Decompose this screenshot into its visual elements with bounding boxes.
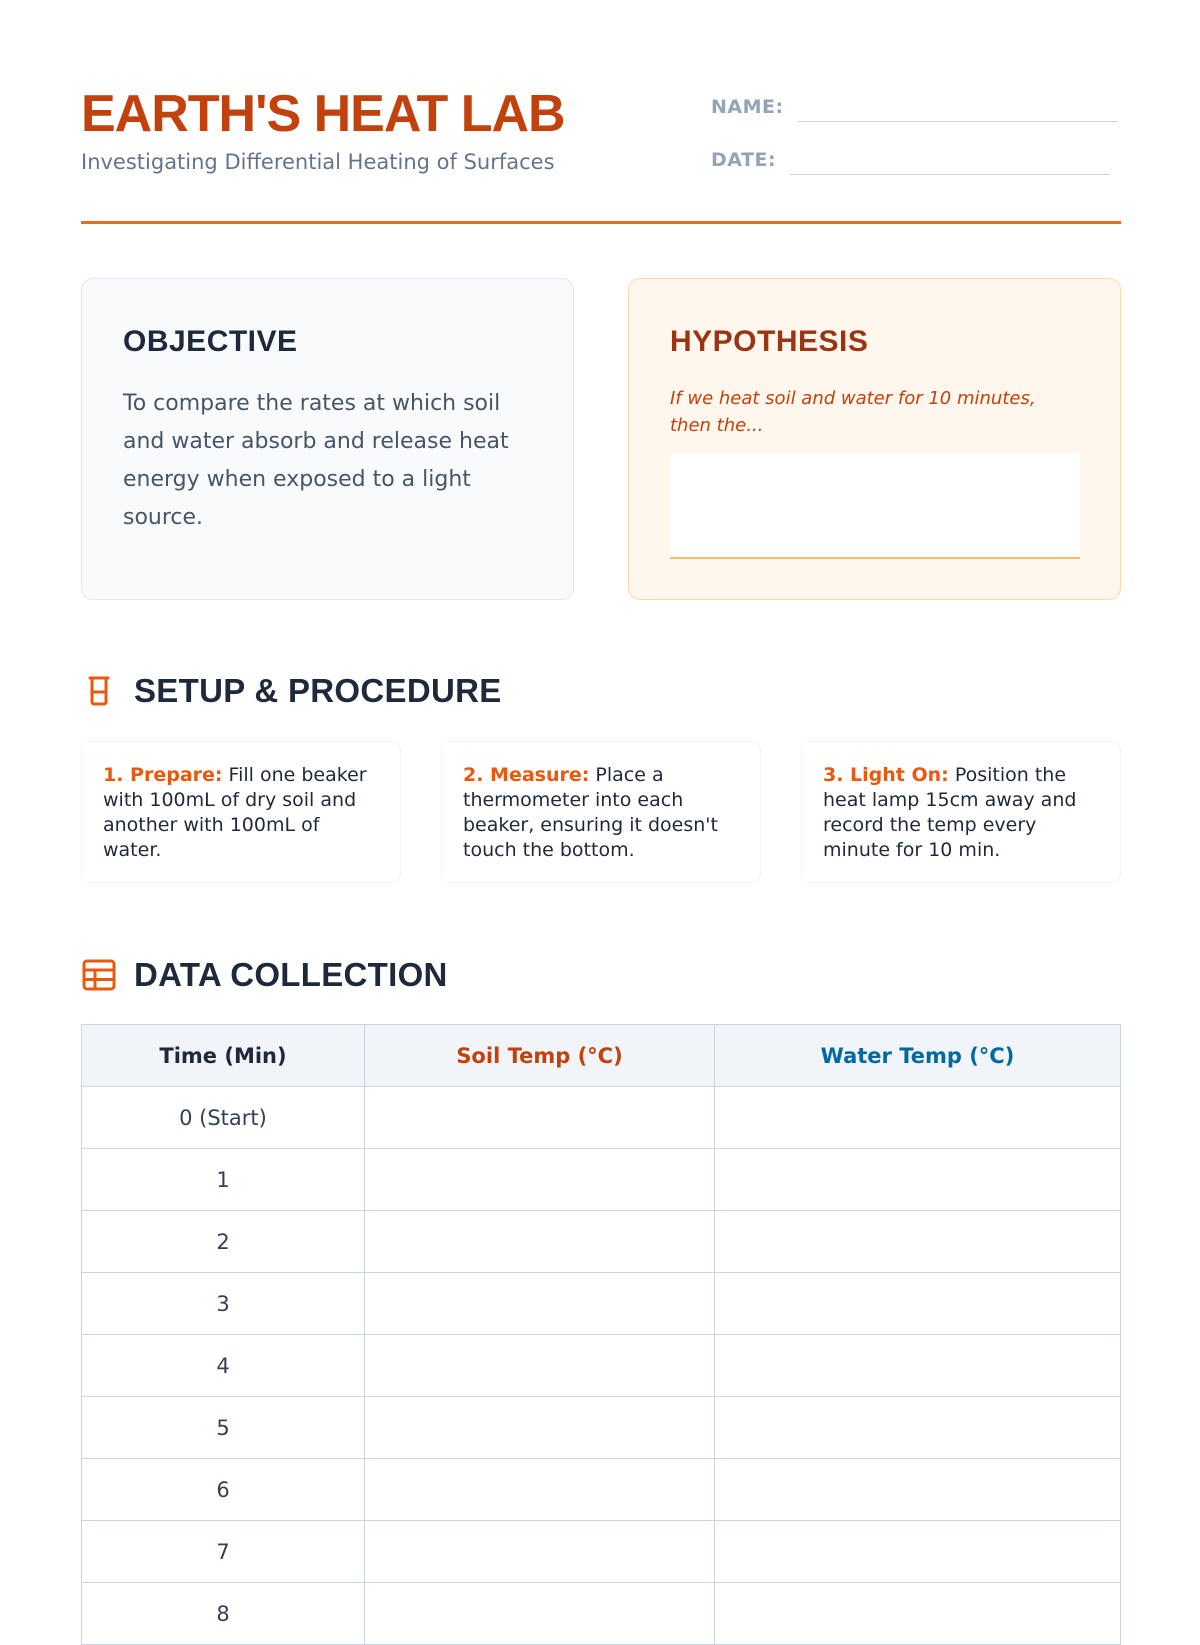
table-row <box>82 1583 1121 1645</box>
data-section-heading <box>81 956 448 994</box>
water-temp-cell[interactable] <box>715 1583 1121 1645</box>
hypothesis-prompt: If we heat soil and water for 10 minutes, then the... <box>670 388 1036 436</box>
step-text: Place a thermometer into each beaker, ensuring it doesn't touch the bottom. <box>463 764 718 861</box>
time-cell: 7 <box>82 1521 365 1583</box>
water-temp-cell[interactable] <box>715 1211 1121 1273</box>
step-lead: 2. Measure: <box>463 764 590 786</box>
hypothesis-card <box>628 278 1121 600</box>
header-time: Time (Min) <box>82 1025 365 1087</box>
date-input-line[interactable] <box>790 147 1110 175</box>
setup-section-heading <box>81 672 502 710</box>
worksheet-page <box>81 0 1121 1626</box>
hypothesis-answer-box[interactable] <box>670 453 1080 559</box>
hypothesis-title: HYPOTHESIS <box>670 325 869 358</box>
step-lead: 1. Prepare: <box>103 764 223 786</box>
step-lead: 3. Light On: <box>823 764 949 786</box>
worksheet-header <box>81 80 1121 224</box>
time-cell: 2 <box>82 1211 365 1273</box>
soil-temp-cell[interactable] <box>365 1211 715 1273</box>
page-subtitle: Investigating Differential Heating of Surfaces <box>81 150 555 174</box>
name-field[interactable] <box>711 82 1118 122</box>
header-soil-temp: Soil Temp (°C) <box>365 1025 715 1087</box>
step-card <box>441 741 761 883</box>
time-cell: 8 <box>82 1583 365 1645</box>
objective-card <box>81 278 574 600</box>
step-text: Position the heat lamp 15cm away and record the temp every minute for 10 min. <box>823 764 1077 861</box>
soil-temp-cell[interactable] <box>365 1397 715 1459</box>
table-row <box>82 1149 1121 1211</box>
soil-temp-cell[interactable] <box>365 1583 715 1645</box>
time-cell: 1 <box>82 1149 365 1211</box>
table-row <box>82 1521 1121 1583</box>
table-row <box>82 1335 1121 1397</box>
table-row <box>82 1087 1121 1149</box>
header-water-temp: Water Temp (°C) <box>715 1025 1121 1087</box>
water-temp-cell[interactable] <box>715 1521 1121 1583</box>
table-row <box>82 1459 1121 1521</box>
step-text: Fill one beaker with 100mL of dry soil and another with 100mL of water. <box>103 764 367 861</box>
water-temp-cell[interactable] <box>715 1087 1121 1149</box>
water-temp-cell[interactable] <box>715 1149 1121 1211</box>
water-temp-cell[interactable] <box>715 1273 1121 1335</box>
table-row <box>82 1397 1121 1459</box>
time-cell: 6 <box>82 1459 365 1521</box>
name-label: NAME: <box>711 96 784 118</box>
date-label: DATE: <box>711 149 777 171</box>
time-cell: 3 <box>82 1273 365 1335</box>
step-card <box>81 741 401 883</box>
objective-text: To compare the rates at which soil and water absorb and release heat energy when exposed to a light source. <box>123 391 509 530</box>
step-card <box>801 741 1121 883</box>
table-row <box>82 1211 1121 1273</box>
page-title: EARTH'S HEAT LAB <box>81 85 565 143</box>
soil-temp-cell[interactable] <box>365 1459 715 1521</box>
soil-temp-cell[interactable] <box>365 1087 715 1149</box>
water-temp-cell[interactable] <box>715 1335 1121 1397</box>
soil-temp-cell[interactable] <box>365 1335 715 1397</box>
table-row <box>82 1273 1121 1335</box>
data-title: DATA COLLECTION <box>134 956 448 993</box>
objective-title: OBJECTIVE <box>123 325 298 358</box>
time-cell: 4 <box>82 1335 365 1397</box>
water-temp-cell[interactable] <box>715 1459 1121 1521</box>
data-table <box>81 1024 1121 1645</box>
table-header-row <box>82 1025 1121 1087</box>
soil-temp-cell[interactable] <box>365 1273 715 1335</box>
date-field[interactable] <box>711 135 1110 175</box>
beaker-icon <box>81 673 117 709</box>
table-icon <box>81 957 117 993</box>
time-cell: 0 (Start) <box>82 1087 365 1149</box>
soil-temp-cell[interactable] <box>365 1149 715 1211</box>
name-input-line[interactable] <box>798 94 1118 122</box>
time-cell: 5 <box>82 1397 365 1459</box>
soil-temp-cell[interactable] <box>365 1521 715 1583</box>
setup-title: SETUP & PROCEDURE <box>134 672 502 709</box>
water-temp-cell[interactable] <box>715 1397 1121 1459</box>
